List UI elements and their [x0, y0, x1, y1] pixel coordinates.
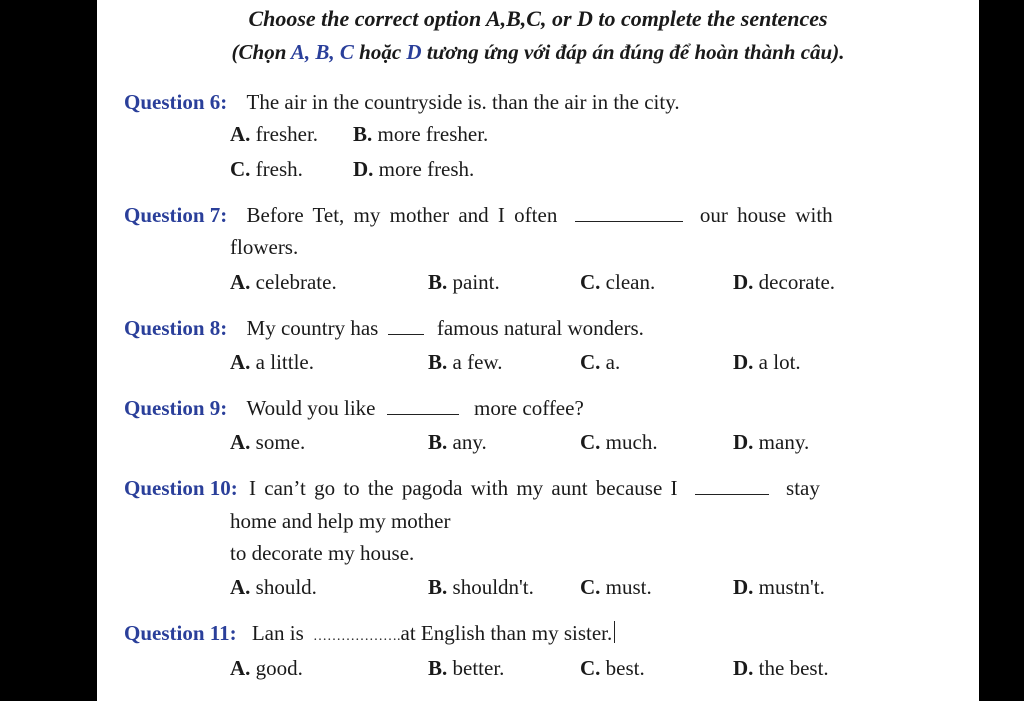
option-c[interactable]: C. fresh.: [230, 157, 303, 181]
subtitle-mid: hoặc: [353, 40, 407, 64]
instructions-subtitle: [97, 40, 979, 65]
question-text-before: Before Tet, my mother and I often: [246, 203, 558, 227]
answer-blank: [575, 221, 683, 222]
question-10-line2: home and help my mother: [230, 509, 451, 533]
question-label: Question 7:: [124, 203, 228, 227]
question-9: [124, 396, 584, 421]
answer-blank: [695, 494, 769, 495]
answer-dots: ……………….: [313, 629, 401, 644]
option-b[interactable]: B. shouldn't.: [428, 575, 534, 599]
question-text: The air in the countryside is. than the air in the city.: [246, 90, 680, 114]
question-text-after: our house with: [699, 203, 833, 227]
question-8: [124, 316, 644, 341]
option-a[interactable]: A. some.: [230, 430, 306, 454]
option-d[interactable]: D. a lot.: [733, 350, 801, 374]
question-text-after: at English than my sister.: [400, 621, 613, 645]
option-d[interactable]: D. the best.: [733, 656, 829, 680]
text-cursor: [614, 621, 615, 643]
question-label: Question 10:: [124, 476, 238, 500]
option-d[interactable]: D. mustn't.: [733, 575, 825, 599]
worksheet-page: [97, 0, 979, 701]
question-10: [124, 476, 820, 501]
option-c[interactable]: C. clean.: [580, 270, 656, 294]
option-d[interactable]: D. decorate.: [733, 270, 836, 294]
answer-blank: [387, 414, 459, 415]
subtitle-abc: A, B, C: [290, 40, 354, 64]
option-c[interactable]: C. best.: [580, 656, 645, 680]
question-text-before: I can’t go to the pagoda with my aunt because I: [249, 476, 678, 500]
question-7-line2: flowers.: [230, 235, 299, 259]
question-label: Question 11:: [124, 621, 237, 645]
question-7: [124, 203, 833, 228]
subtitle-d: D: [406, 40, 422, 64]
question-11: [124, 621, 615, 646]
option-b[interactable]: B. a few.: [428, 350, 503, 374]
option-d[interactable]: D. more fresh.: [353, 157, 475, 181]
question-10-line3: to decorate my house.: [230, 541, 415, 565]
option-a[interactable]: A. should.: [230, 575, 317, 599]
option-c[interactable]: C. much.: [580, 430, 658, 454]
question-text-after: more coffee?: [473, 396, 584, 420]
question-label: Question 9:: [124, 396, 228, 420]
question-6: [124, 90, 680, 115]
option-a[interactable]: A. a little.: [230, 350, 314, 374]
option-b[interactable]: B. better.: [428, 656, 505, 680]
question-text-before: My country has: [246, 316, 379, 340]
question-text-before: Lan is: [251, 621, 304, 645]
option-a[interactable]: A. good.: [230, 656, 303, 680]
question-label: Question 6:: [124, 90, 228, 114]
question-text-after: famous natural wonders.: [436, 316, 644, 340]
instructions-title: Choose the correct option A,B,C, or D to complete the sentences: [248, 6, 828, 31]
option-c[interactable]: C. must.: [580, 575, 652, 599]
option-a[interactable]: A. fresher.: [230, 122, 319, 146]
option-d[interactable]: D. many.: [733, 430, 810, 454]
question-label: Question 8:: [124, 316, 228, 340]
option-c[interactable]: C. a.: [580, 350, 621, 374]
option-a[interactable]: A. celebrate.: [230, 270, 337, 294]
subtitle-open: (Chọn: [231, 40, 291, 64]
option-b[interactable]: B. more fresher.: [353, 122, 489, 146]
option-b[interactable]: B. paint.: [428, 270, 500, 294]
option-b[interactable]: B. any.: [428, 430, 487, 454]
answer-blank: [388, 334, 424, 335]
question-text-after: stay: [786, 476, 820, 500]
subtitle-rest: tương ứng với đáp án đúng để hoàn thành câu).: [421, 40, 845, 64]
question-text-before: Would you like: [246, 396, 376, 420]
